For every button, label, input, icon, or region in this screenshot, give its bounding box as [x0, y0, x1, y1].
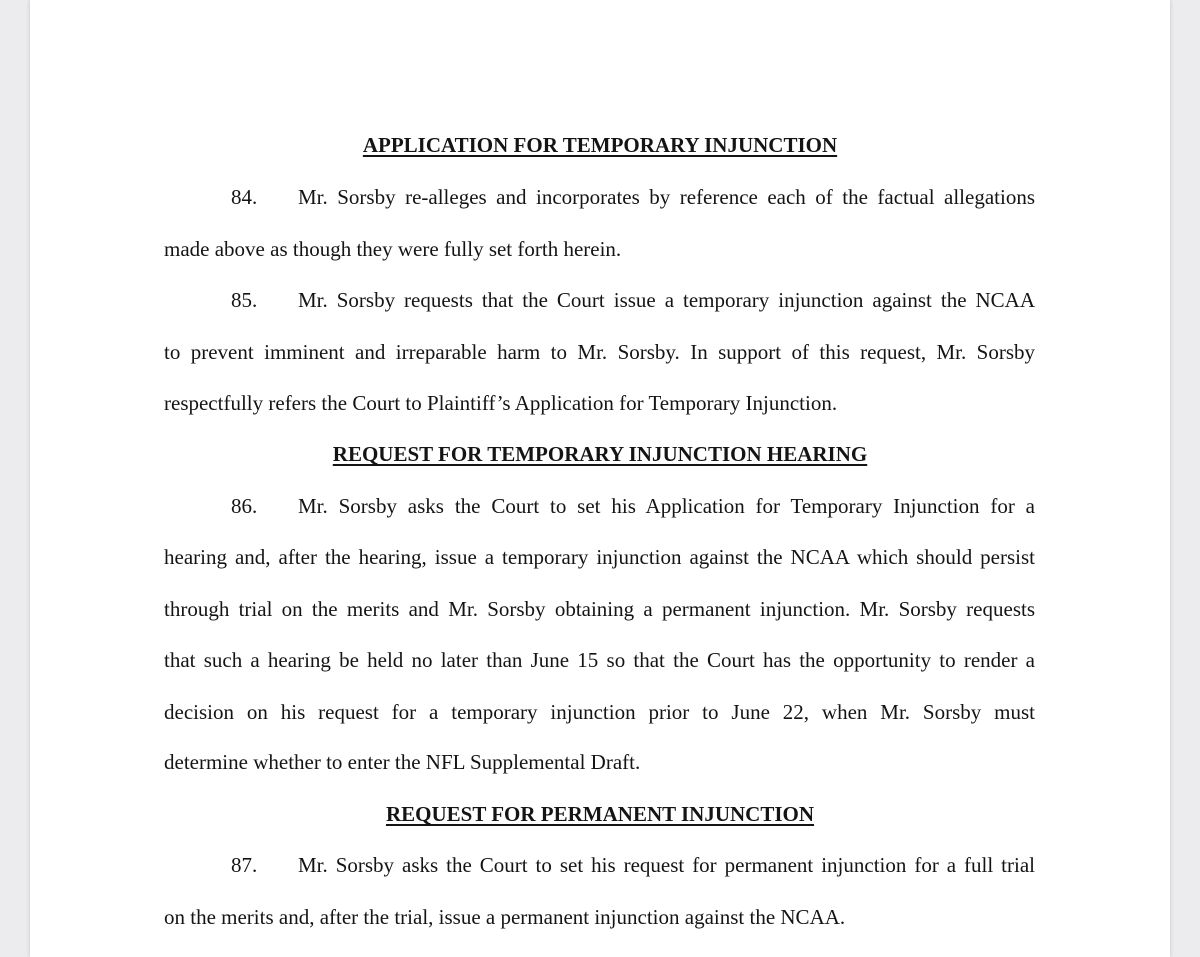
paragraph-number: 85. — [231, 288, 258, 312]
paragraph-number: 84. — [231, 185, 258, 209]
paragraph-line: respectfully refers the Court to Plaintiff’s Application for Temporary Injunction. — [164, 391, 838, 415]
paragraph-number: 86. — [231, 494, 258, 518]
paragraph-line: through trial on the merits and Mr. Sorsby obtaining a permanent injunction. Mr. Sorsby requests — [164, 597, 1035, 621]
paragraph-number: 87. — [231, 853, 258, 877]
paragraph-line: decision on his request for a temporary injunction prior to June 22, when Mr. Sorsby must — [164, 700, 1035, 724]
paragraph-line: made above as though they were fully set forth herein. — [164, 237, 622, 261]
paragraph-line: Mr. Sorsby requests that the Court issue a temporary injunction against the NCAA — [298, 288, 1035, 312]
section-heading: REQUEST FOR TEMPORARY INJUNCTION HEARING — [332, 442, 868, 466]
paragraph-line: determine whether to enter the NFL Supplemental Draft. — [164, 750, 641, 774]
paragraph-line: Mr. Sorsby asks the Court to set his Application for Temporary Injunction for a — [298, 494, 1035, 518]
section-heading: REQUEST FOR PERMANENT INJUNCTION — [385, 802, 815, 826]
paragraph-line: to prevent imminent and irreparable harm to Mr. Sorsby. In support of this request, Mr. Sorsby — [164, 340, 1035, 364]
paragraph-line: hearing and, after the hearing, issue a temporary injunction against the NCAA which should persist — [164, 545, 1035, 569]
section-heading: APPLICATION FOR TEMPORARY INJUNCTION — [362, 133, 838, 157]
paragraph-line: on the merits and, after the trial, issue a permanent injunction against the NCAA. — [164, 905, 846, 929]
paragraph-line: Mr. Sorsby re-alleges and incorporates by reference each of the factual allegations — [298, 185, 1035, 209]
paragraph-line: Mr. Sorsby asks the Court to set his request for permanent injunction for a full trial — [298, 853, 1035, 877]
paragraph-line: that such a hearing be held no later than June 15 so that the Court has the opportunity to render a — [164, 648, 1035, 672]
